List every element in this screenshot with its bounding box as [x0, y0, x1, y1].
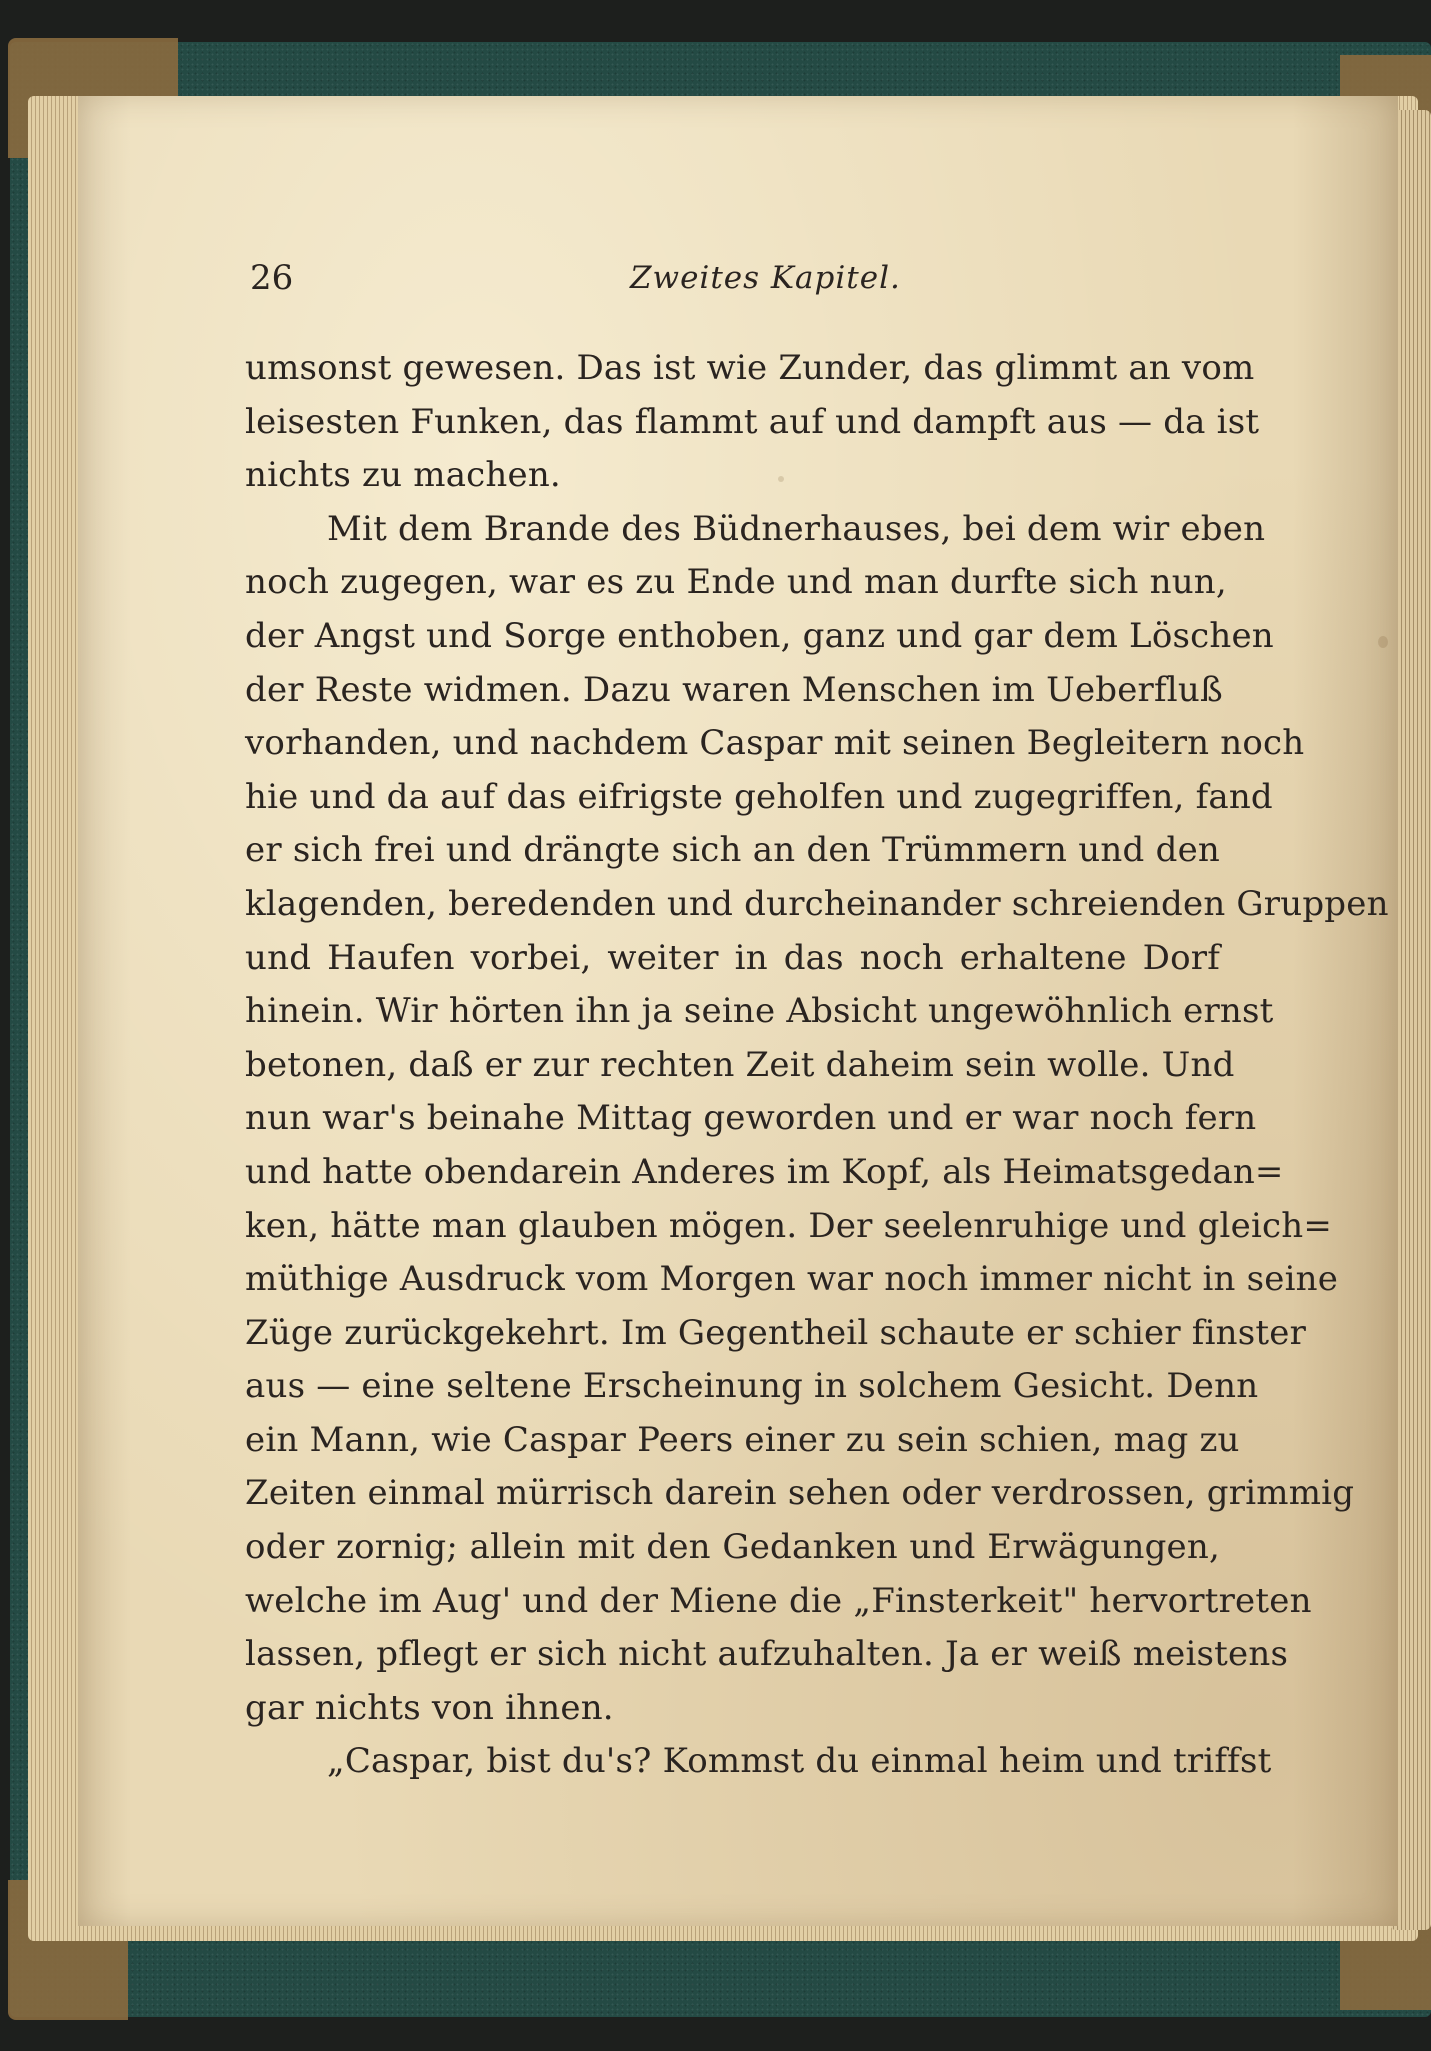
- page-number: 26: [250, 258, 294, 298]
- text-line: und Haufen vorbei, weiter in das noch erhaltene Dorf: [245, 937, 1220, 978]
- text-line: müthige Ausdruck vom Morgen war noch immer nicht in seine: [245, 1259, 1339, 1300]
- text-line: welche im Aug' und der Miene die „Finsterkeit" hervortreten: [245, 1580, 1312, 1621]
- text-line: Züge zurückgekehrt. Im Gegentheil schaute er schier finster: [245, 1312, 1307, 1353]
- text-line: nun war's beinahe Mittag geworden und er war noch fern: [245, 1098, 1257, 1139]
- text-line: noch zugegen, war es zu Ende und man durfte sich nun,: [245, 562, 1227, 603]
- text-line: „Caspar, bist du's? Kommst du einmal heim und triffst: [327, 1741, 1272, 1782]
- text-line: gar nichts von ihnen.: [245, 1687, 614, 1728]
- text-line: der Reste widmen. Dazu waren Menschen im Ueberfluß: [245, 669, 1223, 710]
- text-line: hie und da auf das eifrigste geholfen und zugegriffen, fand: [245, 776, 1273, 817]
- text-line: der Angst und Sorge enthoben, ganz und gar dem Löschen: [245, 615, 1274, 656]
- text-line: betonen, daß er zur rechten Zeit daheim sein wolle. Und: [245, 1044, 1235, 1085]
- body-text: [245, 342, 1389, 1789]
- text-line: Mit dem Brande des Büdnerhauses, bei dem wir eben: [327, 508, 1266, 549]
- text-line: er sich frei und drängte sich an den Trümmern und den: [245, 830, 1220, 871]
- text-line: umsonst gewesen. Das ist wie Zunder, das glimmt an vom: [245, 348, 1255, 388]
- text-line: aus — eine seltene Erscheinung in solchem Gesicht. Denn: [245, 1366, 1259, 1407]
- text-line: lassen, pflegt er sich nicht aufzuhalten. Ja er weiß meistens: [245, 1634, 1289, 1675]
- text-line: nichts zu machen.: [245, 455, 561, 496]
- text-line: und hatte obendarein Anderes im Kopf, als Heimatsgedan=: [245, 1151, 1284, 1192]
- text-line: ein Mann, wie Caspar Peers einer zu sein schien, mag zu: [245, 1419, 1240, 1460]
- text-line: Zeiten einmal mürrisch darein sehen oder verdrossen, grimmig: [245, 1473, 1355, 1514]
- text-line: hinein. Wir hörten ihn ja seine Absicht ungewöhnlich ernst: [245, 991, 1274, 1032]
- page-header: [250, 258, 1200, 308]
- text-line: ken, hätte man glauben mögen. Der seelenruhige und gleich=: [245, 1205, 1333, 1246]
- page-speck: [1378, 636, 1388, 648]
- running-head: Zweites Kapitel.: [630, 260, 901, 296]
- text-line: klagenden, beredenden und durcheinander schreienden Gruppen: [245, 883, 1389, 924]
- text-line: leisesten Funken, das flammt auf und dampft aus — da ist: [245, 401, 1260, 442]
- text-line: oder zornig; allein mit den Gedanken und Erwägungen,: [245, 1527, 1220, 1568]
- text-line: vorhanden, und nachdem Caspar mit seinen Begleitern noch: [245, 723, 1305, 764]
